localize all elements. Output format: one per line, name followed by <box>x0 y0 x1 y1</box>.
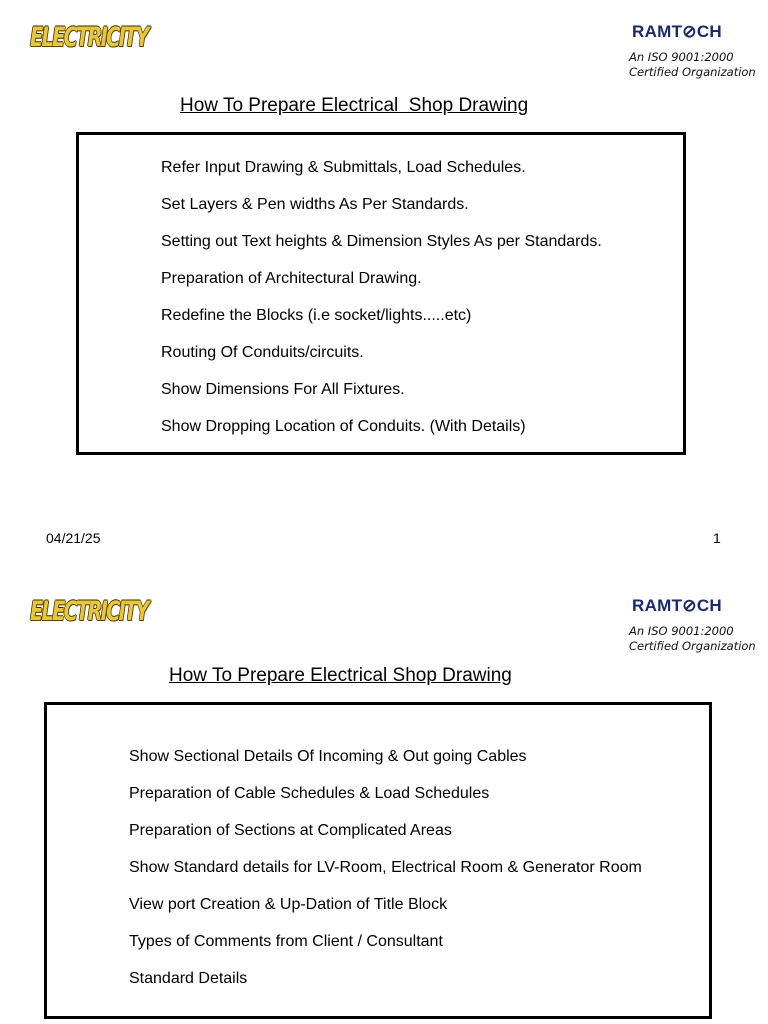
steps-box <box>44 702 712 1019</box>
steps-box <box>76 132 686 455</box>
iso-certification <box>629 624 756 654</box>
list-item: Standard Details <box>129 970 248 987</box>
list-item: Types of Comments from Client / Consultant <box>129 933 443 950</box>
list-item: Redefine the Blocks (i.e socket/lights.....etc) <box>161 307 472 324</box>
electricity-logo: ELECTRICITY <box>30 22 148 53</box>
list-item: Show Standard details for LV-Room, Electrical Room & Generator Room <box>129 859 642 876</box>
list-item: Preparation of Sections at Complicated Areas <box>129 822 452 839</box>
ramtech-brand: RAMT⊘CH <box>632 22 722 41</box>
ramtech-brand: RAMT⊘CH <box>632 596 722 615</box>
cert-line-2: Certified Organization <box>629 639 756 653</box>
cert-line-1: An ISO 9001:2000 <box>629 624 734 638</box>
list-item: View port Creation & Up-Dation of Title Block <box>129 896 448 913</box>
slide-2 <box>0 574 768 1024</box>
list-item: Show Sectional Details Of Incoming & Out going Cables <box>129 748 527 765</box>
slide-title: How To Prepare Electrical Shop Drawing <box>180 95 529 116</box>
cert-line-2: Certified Organization <box>629 65 756 79</box>
list-item: Show Dimensions For All Fixtures. <box>161 381 405 398</box>
electricity-logo: ELECTRICITY <box>30 596 148 627</box>
list-item: Routing Of Conduits/circuits. <box>161 344 364 361</box>
list-item: Set Layers & Pen widths As Per Standards. <box>161 196 469 213</box>
list-item: Setting out Text heights & Dimension Styles As per Standards. <box>161 233 602 250</box>
list-item: Preparation of Architectural Drawing. <box>161 270 422 287</box>
slide-title: How To Prepare Electrical Shop Drawing <box>169 665 512 686</box>
footer-date: 04/21/25 <box>46 530 101 546</box>
list-item: Refer Input Drawing & Submittals, Load Schedules. <box>161 159 526 176</box>
iso-certification <box>629 50 756 80</box>
page-number: 1 <box>713 530 721 546</box>
list-item: Show Dropping Location of Conduits. (With Details) <box>161 418 526 435</box>
cert-line-1: An ISO 9001:2000 <box>629 50 734 64</box>
list-item: Preparation of Cable Schedules & Load Schedules <box>129 785 490 802</box>
